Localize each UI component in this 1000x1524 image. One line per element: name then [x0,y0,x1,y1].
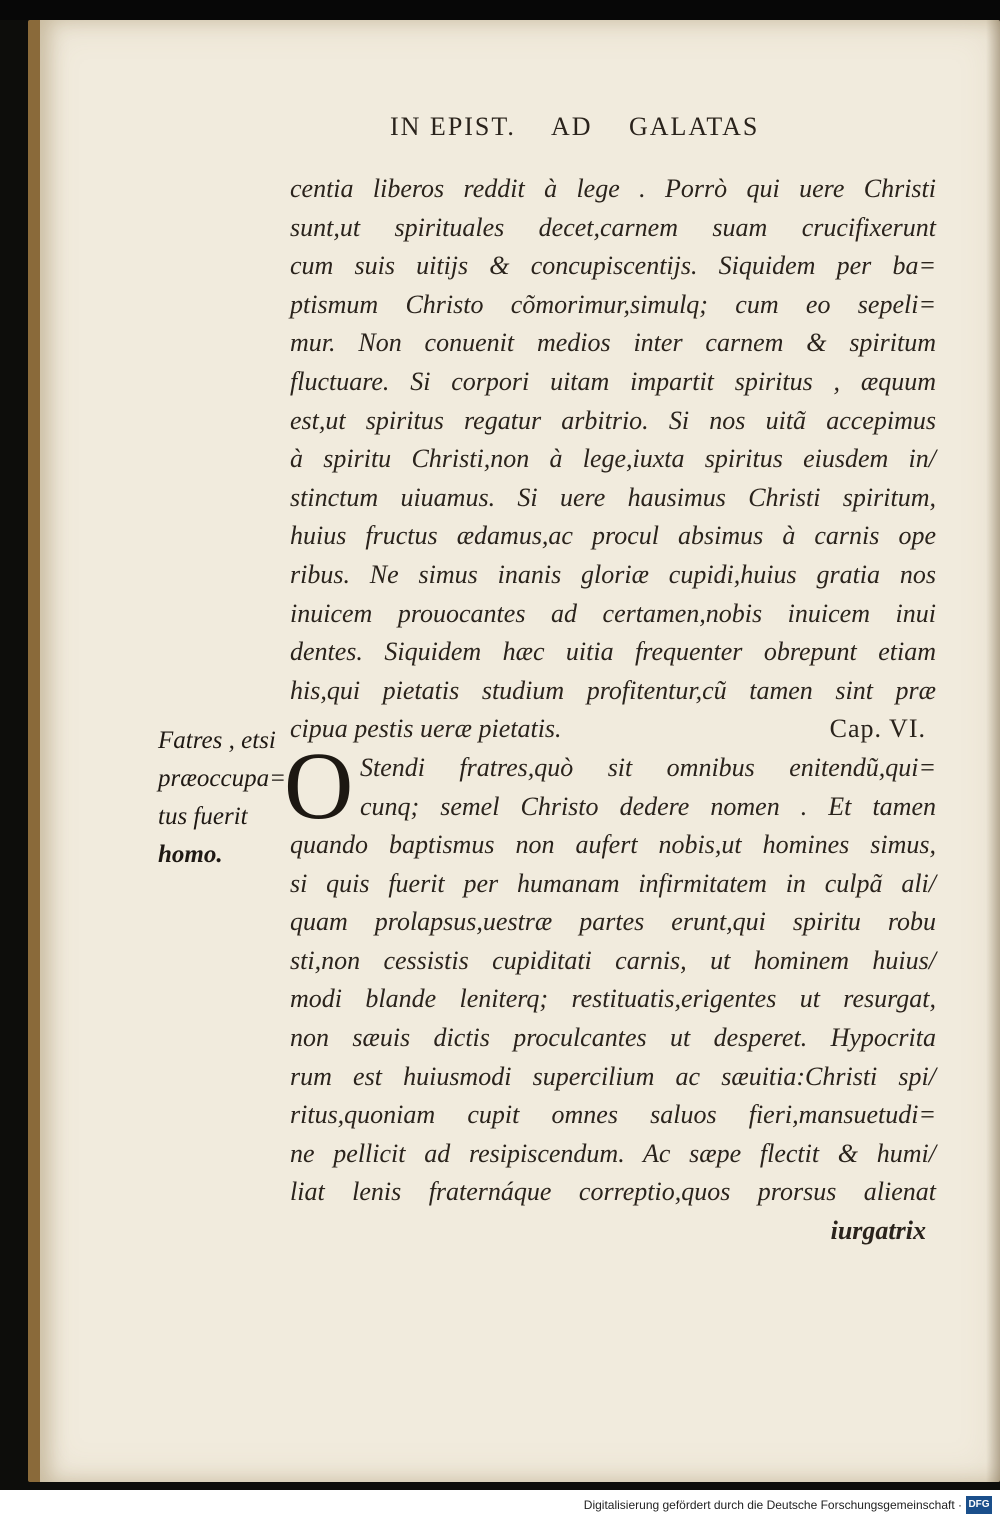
marginal-note [158,722,308,874]
text-line: inuicem prouocantes ad certamen,nobis inuicem inui [290,598,936,628]
drop-cap: O [284,731,354,839]
running-head-word: AD [550,112,593,141]
text-line: rum est huiusmodi supercilium ac sæuitia:Christi spi/ [290,1061,936,1091]
text-line: non sæuis dictis proculcantes ut desperet. Hypocrita [290,1023,936,1053]
text-line: liat lenis fraternáque correptio,quos prorsus alienat [290,1177,936,1207]
text-line: mur. Non conuenit medios inter carnem & spiritum [290,328,936,358]
running-head-word: IN EPIST. [390,112,516,141]
text-line: ribus. Ne simus inanis gloriæ cupidi,huius gratia nos [290,559,936,589]
text-line: cum suis uitijs & concupiscentijs. Siquidem per ba= [290,251,936,281]
running-head [390,112,860,142]
marginal-note-line: præoccupa= [158,765,286,792]
chapter-opening [284,731,936,839]
text-line: ptismum Christo cõmorimur,simulq; cum eo sepeli= [290,289,936,319]
marginal-note-line: Fatres , etsi [158,727,276,754]
footer-credit: Digitalisierung gefördert durch die Deutsche Forschungsgemeinschaft · [583,1498,962,1512]
text-line: ritus,quoniam cupit omnes saluos fieri,mansuetudi= [290,1100,936,1130]
text-line: à spiritu Christi,non à lege,iuxta spiritus eiusdem in/ [290,444,936,474]
dfg-logo: DFG [966,1496,992,1514]
text-line: quando baptismus non aufert nobis,ut homines simus, [290,830,936,860]
text-line: quam prolapsus,uestræ partes erunt,qui spiritu robu [290,907,936,937]
text-line: fluctuare. Si corpori uitam impartit spiritus , æquum [290,366,936,396]
catchword: iurgatrix [830,1216,926,1246]
text-line: sti,non cessistis cupiditati carnis, ut hominem huius/ [290,945,936,975]
marginal-note-line: homo. [158,841,223,868]
chapter-heading: Cap. VI. [829,714,926,744]
text-line: sunt,ut spirituales decet,carnem suam crucifixerunt [290,212,936,242]
marginal-note-line: tus fuerit [158,803,248,830]
text-line: his,qui pietatis studium profitentur,cũ tamen sint præ [290,675,936,705]
running-head-word: GALATAS [629,112,760,141]
scan-top-edge [0,0,1000,20]
chapter-line [290,710,936,749]
text-line: est,ut spiritus regatur arbitrio. Si nos uitã accepimus [290,405,936,435]
text-line: cunq; semel Christo dedere nomen . Et tamen [360,791,936,821]
text-line: ne pellicit ad resipiscendum. Ac sæpe flectit & humi/ [290,1138,936,1168]
digitization-footer [0,1490,1000,1524]
chapter-line-text: cipua pestis ueræ pietatis. [290,714,562,744]
text-lines-after-chapter [290,826,936,1212]
text-line: Stendi fratres,quò sit omnibus enitendũ,qui= [360,752,936,782]
text-line: centia liberos reddit à lege . Porrò qui uere Christi [290,174,936,203]
main-text [284,170,936,1251]
text-line: huius fructus ædamus,ac procul absimus à carnis ope [290,521,936,551]
text-line: si quis fuerit per humanam infirmitatem in culpã ali/ [290,868,936,898]
text-line: modi blande leniterq; restituatis,erigentes ut resurgat, [290,984,936,1014]
text-lines-before-chapter [290,170,936,710]
text-line: dentes. Siquidem hæc uitia frequenter obrepunt etiam [290,637,936,667]
text-line: stinctum uiuamus. Si uere hausimus Christi spiritum, [290,482,936,512]
